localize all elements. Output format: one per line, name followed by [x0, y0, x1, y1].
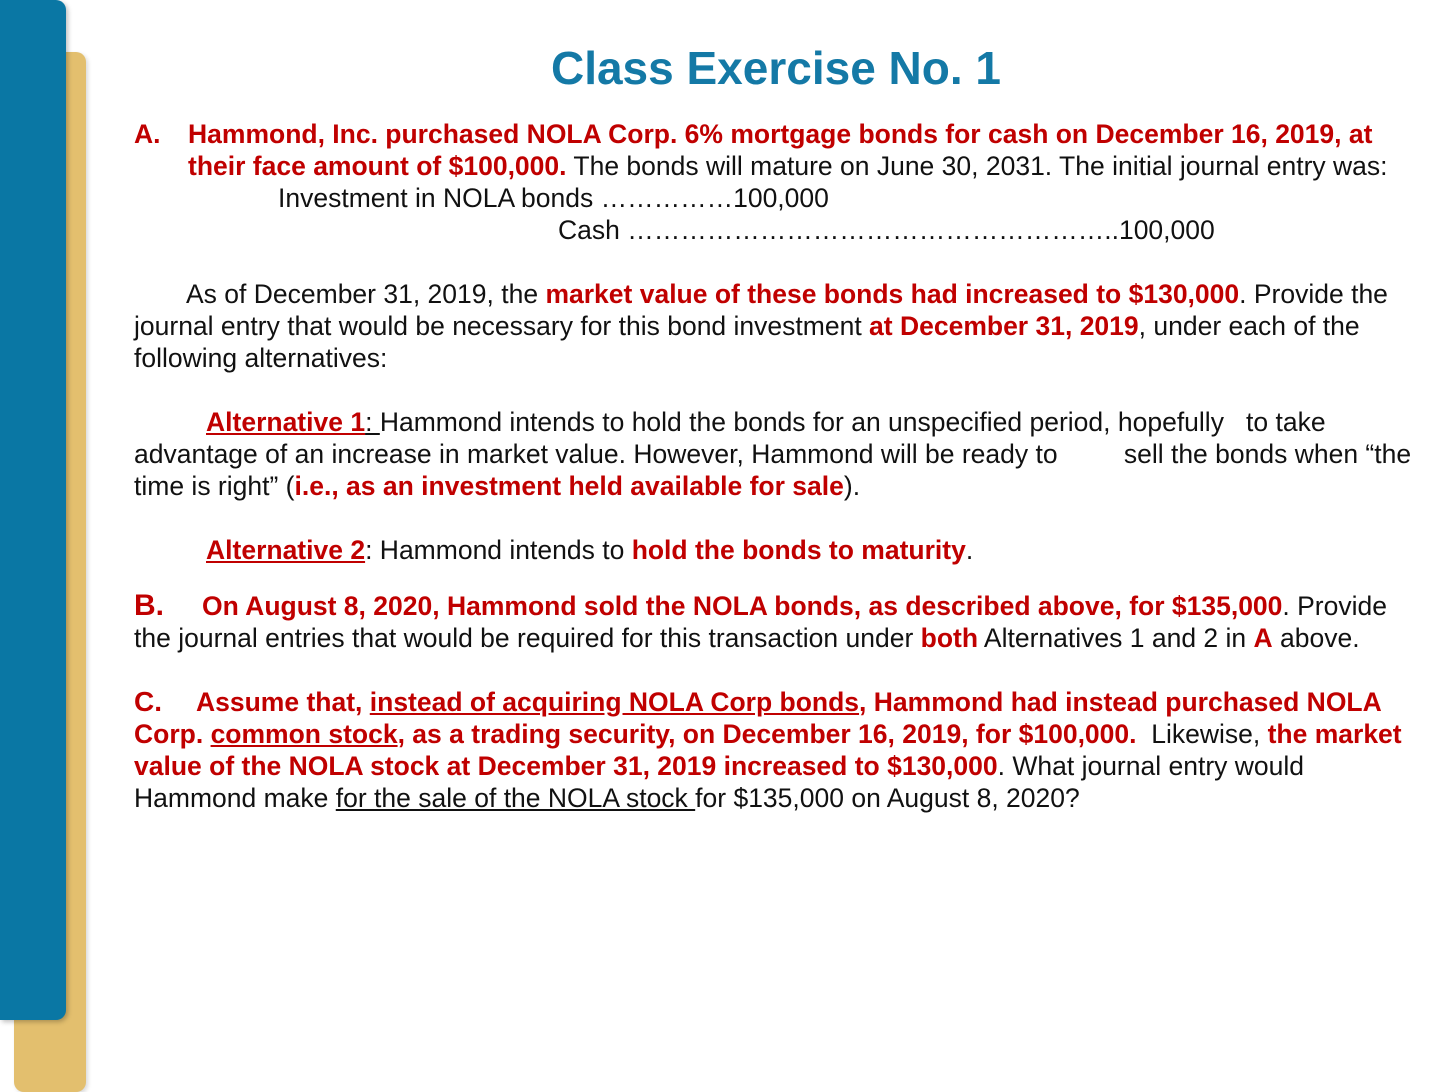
- section-c-red-2: , Hammond had instead purchased NOLA Corp.: [134, 687, 1381, 749]
- alternative-1-red: i.e., as an investment held available for sale: [294, 471, 844, 501]
- section-c-red-1: Assume that,: [196, 687, 370, 717]
- section-b-text-1: . Provide the journal entries that would be required for this transaction under: [134, 591, 1387, 653]
- p2-red-1: market value of these bonds had increased to $130,000: [545, 279, 1240, 309]
- section-c-red-4: the market value of the NOLA stock at December 31, 2019 increased to $130,000: [134, 719, 1402, 781]
- alternative-2-end: .: [965, 535, 974, 565]
- p2-text-a: As of December 31, 2019, the: [186, 279, 546, 309]
- section-c-red-2-underlined: common stock: [210, 719, 398, 749]
- section-c-red-1-underlined: instead of acquiring NOLA Corp bonds: [369, 687, 860, 717]
- section-c-label: C.: [134, 686, 162, 717]
- alternative-2-red: hold the bonds to maturity: [631, 535, 966, 565]
- section-b: [134, 590, 1424, 654]
- alternative-2-label: Alternative 2: [206, 535, 366, 565]
- section-b-text-3: above.: [1272, 623, 1360, 653]
- alternative-1-colon: :: [365, 407, 380, 437]
- section-a-paragraph-2: [134, 278, 1424, 374]
- p2-text-c: , under each of the following alternatives:: [134, 311, 1360, 373]
- section-b-text-2: Alternatives 1 and 2 in: [978, 623, 1254, 653]
- section-b-both: both: [920, 623, 979, 653]
- journal-entry-debit: Investment in NOLA bonds ……………100,000: [278, 183, 829, 213]
- alternative-1: [134, 406, 1424, 502]
- exercise-content: [134, 118, 1424, 814]
- decorative-blue-bar: [0, 0, 66, 1020]
- section-a-intro: [134, 118, 1424, 182]
- section-c-text-underlined: for the sale of the NOLA stock: [335, 783, 696, 813]
- section-a-rest-text: The bonds will mature on June 30, 2031. The initial journal entry was:: [566, 151, 1388, 181]
- alternative-2-text: : Hammond intends to: [365, 535, 632, 565]
- section-a: [134, 118, 1424, 182]
- journal-entry-credit: Cash ………………………………………………..100,000: [558, 215, 1215, 245]
- section-a-label: A.: [134, 119, 161, 149]
- section-c-text-2: . What journal entry would Hammond make: [134, 751, 1304, 813]
- section-c-text-1: Likewise,: [1136, 719, 1268, 749]
- section-c: [134, 686, 1424, 814]
- section-b-ref-a: A: [1253, 623, 1273, 653]
- section-c-text-3: for $135,000 on August 8, 2020?: [695, 783, 1080, 813]
- section-b-label: B.: [134, 589, 164, 622]
- p2-red-2: at December 31, 2019: [869, 311, 1139, 341]
- alternative-2: [134, 534, 1424, 566]
- p2-text-b: . Provide the journal entry that would be necessary for this bond investment: [134, 279, 1388, 341]
- section-b-red: On August 8, 2020, Hammond sold the NOLA bonds, as described above, for $135,000: [202, 591, 1283, 621]
- section-a-red-text: Hammond, Inc. purchased NOLA Corp. 6% mortgage bonds for cash on December 16, 2019, at their face amount of $100,000.: [188, 119, 1373, 181]
- section-c-red-3: , as a trading security, on December 16, 2019, for $100,000.: [397, 719, 1137, 749]
- alternative-1-label: Alternative 1: [206, 407, 366, 437]
- alternative-1-text: Hammond intends to hold the bonds for an unspecified period, hopefully to take advantage of an increase in market value. However, Hammond will be ready to sell the bonds when “the time is right” (: [134, 407, 1419, 501]
- alternative-1-end: ).: [843, 471, 861, 501]
- slide-title: Class Exercise No. 1: [550, 42, 1002, 94]
